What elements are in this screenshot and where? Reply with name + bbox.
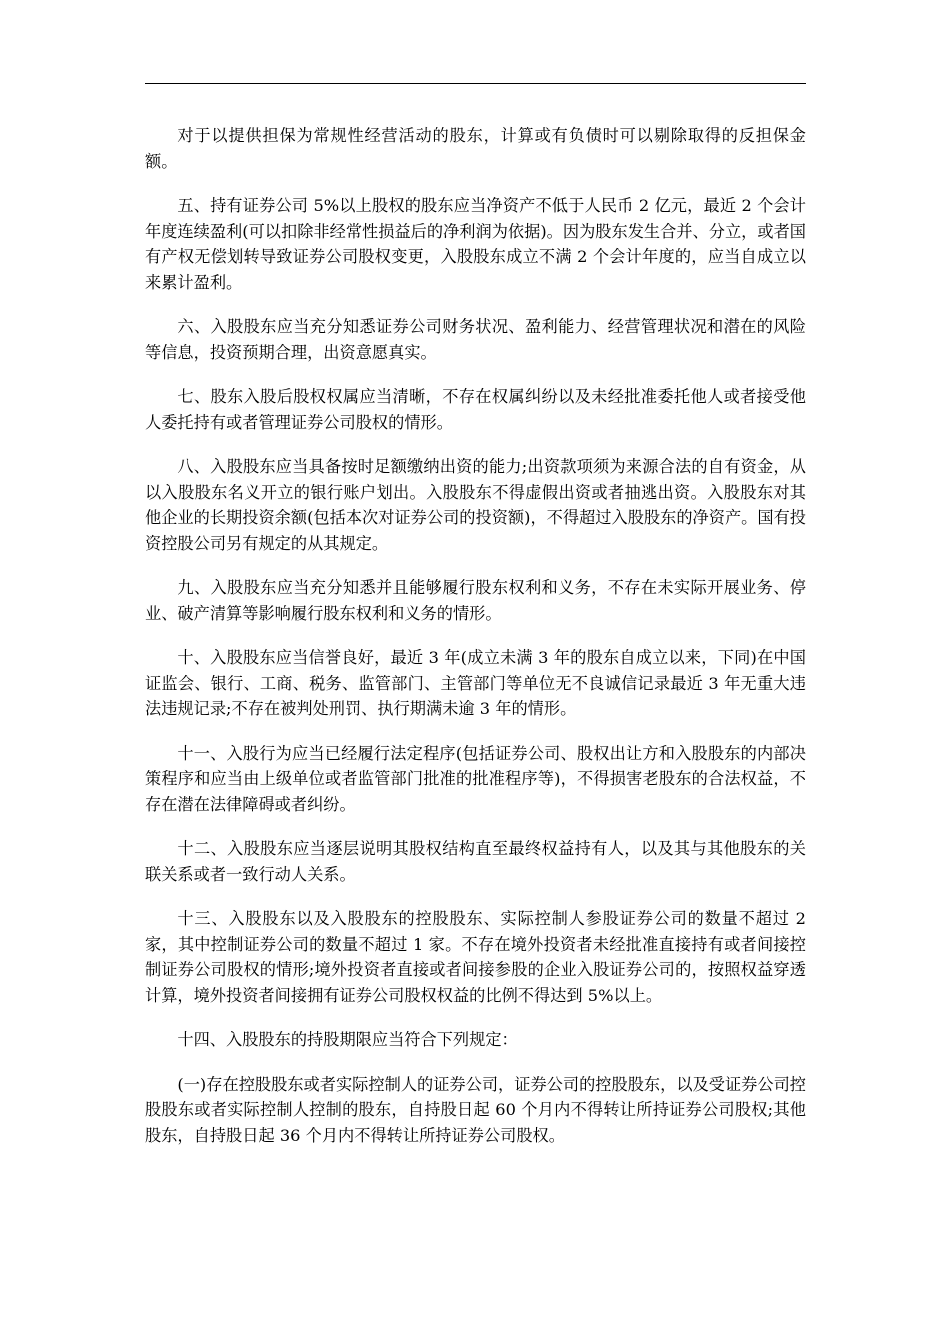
paragraph-item-7: 七、股东入股后股权权属应当清晰，不存在权属纠纷以及未经批准委托他人或者接受他人委托持有或者管理证券公司股权的情形。 bbox=[145, 387, 806, 432]
paragraph-item-14-sub-1: (一)存在控股股东或者实际控制人的证券公司，证券公司的控股股东，以及受证券公司控股股东或者实际控制人控制的股东，自持股日起 60 个月内不得转让所持证券公司股权;其他股东，自持股日起 36 个月内不得转让所持证券公司股权。 bbox=[145, 1074, 806, 1145]
paragraph-counter-guarantee: 对于以提供担保为常规性经营活动的股东，计算或有负债时可以剔除取得的反担保金额。 bbox=[145, 126, 806, 171]
paragraph-item-11: 十一、入股行为应当已经履行法定程序(包括证券公司、股权出让方和入股股东的内部决策程序和应当由上级单位或者监管部门批准的批准程序等)，不得损害老股东的合法权益，不存在潜在法律障碍或者纠纷。 bbox=[145, 743, 806, 814]
paragraph-item-9: 九、入股股东应当充分知悉并且能够履行股东权利和义务，不存在未实际开展业务、停业、破产清算等影响履行股东权利和义务的情形。 bbox=[145, 578, 806, 623]
paragraph-item-13: 十三、入股股东以及入股股东的控股股东、实际控制人参股证券公司的数量不超过 2 家，其中控制证券公司的数量不超过 1 家。不存在境外投资者未经批准直接持有或者间接控制证券公司股权的情形;境外投资者直接或者间接参股的企业入股证券公司的，按照权益穿透计算，境外投资者间接拥有证券公司股权权益的比例不得达到 5%以上。 bbox=[145, 909, 812, 1005]
paragraph-item-8: 八、入股股东应当具备按时足额缴纳出资的能力;出资款项须为来源合法的自有资金，从以入股股东名义开立的银行账户划出。入股股东不得虚假出资或者抽逃出资。入股股东对其他企业的长期投资余额(包括本次对证券公司的投资额)，不得超过入股股东的净资产。国有投资控股公司另有规定的从其规定。 bbox=[145, 457, 806, 553]
document-body bbox=[145, 123, 812, 1167]
paragraph-item-12: 十二、入股股东应当逐层说明其股权结构直至最终权益持有人，以及其与其他股东的关联关系或者一致行动人关系。 bbox=[145, 839, 806, 884]
header-rule bbox=[145, 83, 806, 84]
paragraph-item-5: 五、持有证券公司 5%以上股权的股东应当净资产不低于人民币 2 亿元，最近 2 个会计年度连续盈利(可以扣除非经常性损益后的净利润为依据)。因为股东发生合并、分立，或者国有产权无偿划转导致证券公司股权变更，入股股东成立不满 2 个会计年度的，应当自成立以来累计盈利。 bbox=[145, 196, 806, 292]
paragraph-item-14: 十四、入股股东的持股期限应当符合下列规定： bbox=[177, 1030, 518, 1049]
paragraph-item-10: 十、入股股东应当信誉良好，最近 3 年(成立未满 3 年的股东自成立以来，下同)在中国证监会、银行、工商、税务、监管部门、主管部门等单位无不良诚信记录最近 3 年无重大违法违规记录;不存在被判处刑罚、执行期满未逾 3 年的情形。 bbox=[145, 648, 806, 718]
paragraph-item-6: 六、入股股东应当充分知悉证券公司财务状况、盈利能力、经营管理状况和潜在的风险等信息，投资预期合理，出资意愿真实。 bbox=[145, 317, 806, 362]
